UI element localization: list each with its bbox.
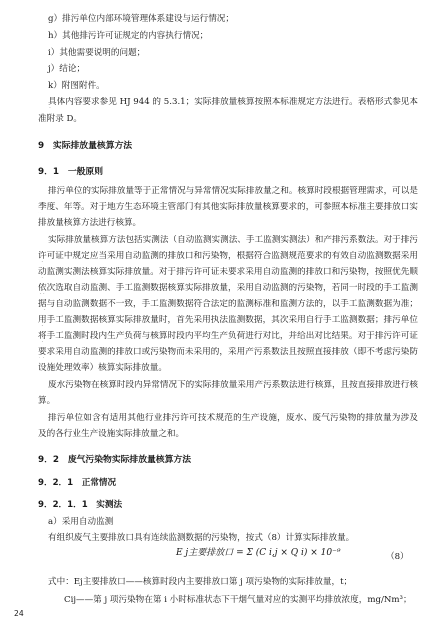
section-heading-9-2: 9．2 废气污染物实际排放量核算方法 xyxy=(38,455,191,465)
section-heading-9-1: 9．1 一般原则 xyxy=(38,167,104,177)
paragraph-line: 许可证中规定应当采用自动监测的排放口和污染物，根据符合监测规范要求的有效自动监测数据采用 xyxy=(38,251,418,261)
paragraph-line: 设施处理效率）核算实际排放量。 xyxy=(38,363,167,373)
list-item-i: i）其他需要说明的问题； xyxy=(48,48,146,58)
paragraph-line: 准附录 D。 xyxy=(38,114,82,124)
paragraph-line: 排污单位的实际排放量等于正常情况与异常情况实际排放量之和。核算时段根据管理需求，可以是 xyxy=(48,186,418,196)
paragraph-line: 具体内容要求参见 HJ 944 的 5.3.1；实际排放量核算按照本标准规定方法进行。表格形式参见本 xyxy=(48,97,418,107)
paragraph-line: 用手工监测数据核算实际排放量时，首先采用执法监测数据，其次采用自行手工监测数据；排污单位 xyxy=(38,315,418,325)
paragraph-line: 据与自动监测数据不一致，手工监测数据符合法定的监测标准和监测方法的，以手工监测数据为准； xyxy=(38,299,418,309)
paragraph-line: 动监测实测法核算实际排放量。对于排污许可证未要求采用自动监测的排放口和污染物，按照优先顺 xyxy=(38,267,418,277)
paragraph-line: 将手工监测时段内生产负荷与核算时段内平均生产负荷进行对比，并给出对比结果。对于排污许可证 xyxy=(38,331,418,341)
paragraph-line: 依次选取自动监测、手工监测数据核算实际排放量，采用自动监测的污染物，若同一时段的手工监测 xyxy=(38,283,418,293)
formula-8: E j主要排放口 = Σ (C i,j × Q i) × 10⁻⁹ xyxy=(176,548,341,558)
section-heading-9: 9 实际排放量核算方法 xyxy=(38,141,133,151)
paragraph-line: 季度、年等。对于地方生态环境主管部门有其他实际排放量核算要求的，可参照本标准主要排放口实 xyxy=(38,202,418,212)
paragraph-line: 及的各行业生产设施实际排放量之和。 xyxy=(38,429,185,439)
paragraph-line: 要求采用自动监测的排放口或污染物而未采用的，采用产污系数法且按照直接排放（即不考虑污染防 xyxy=(38,347,418,357)
paragraph-line: 有组织废气主要排放口具有连续监测数据的污染物，按式（8）计算实际排放量。 xyxy=(48,533,355,543)
paragraph-line: 废水污染物在核算时段内异常情况下的实际排放量采用产污系数法进行核算，且按直接排放进行核 xyxy=(48,380,418,390)
section-heading-9-2-1: 9．2．1 正常情况 xyxy=(38,478,117,488)
list-item-k: k）附图附件。 xyxy=(48,81,105,91)
equation-number: （8） xyxy=(386,552,409,562)
paragraph-line: 实际排放量核算方法包括实测法（自动监测实测法、手工监测实测法）和产排污系数法。对于排污 xyxy=(48,235,418,245)
paragraph-line: 排放量核算方法进行核算。 xyxy=(38,218,142,228)
where-line: Cij——第 j 项污染物在第 i 小时标准状态下干烟气量对应的实测平均排放浓度，mg/Nm³； xyxy=(64,595,412,605)
paragraph-line: 算。 xyxy=(38,396,56,406)
list-item-j: j）结论； xyxy=(48,64,86,74)
section-heading-9-2-1-1: 9．2．1．1 实测法 xyxy=(38,500,123,510)
paragraph-line: 排污单位如含有适用其他行业排污许可技术规范的生产设施，废水、废气污染物的排放量为涉及 xyxy=(48,413,418,423)
page-number: 24 xyxy=(14,609,24,618)
list-item-a: a）采用自动监测 xyxy=(48,517,114,527)
list-item-h: h）其他排污许可证规定的内容执行情况； xyxy=(48,31,209,41)
where-line: 式中：Ej主要排放口——核算时段内主要排放口第 j 项污染物的实际排放量，t； xyxy=(48,577,353,587)
list-item-g: g）排污单位内部环境管理体系建设与运行情况； xyxy=(48,14,234,24)
